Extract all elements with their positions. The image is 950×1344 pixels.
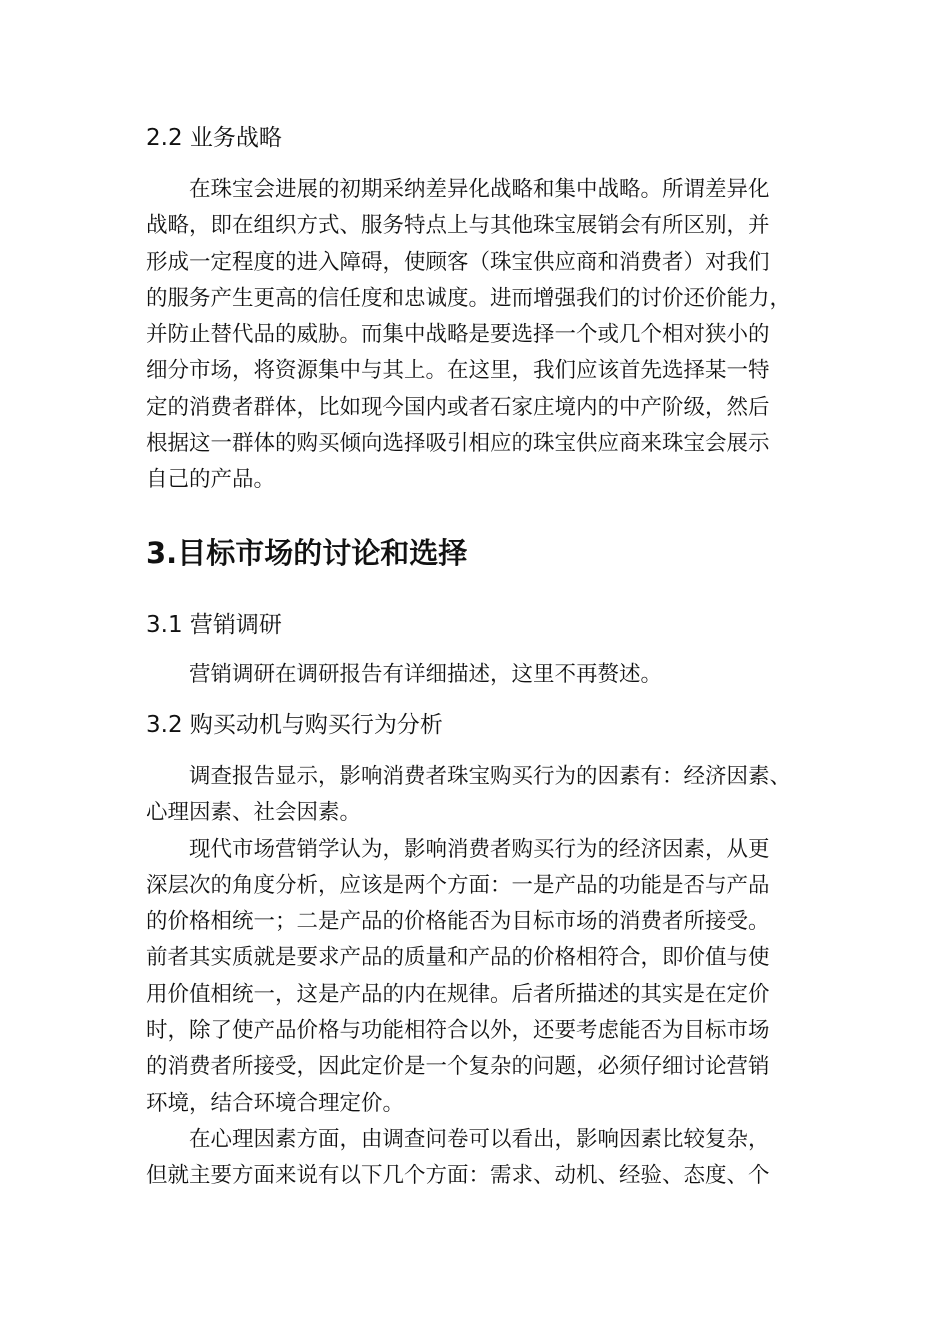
text-line: 营销调研在调研报告有详细描述，这里不再赘述。 xyxy=(189,661,663,687)
text-line: 时，除了使产品价格与功能相符合以外，还要考虑能否为目标市场 xyxy=(146,1018,770,1044)
paragraph-marketing-research xyxy=(146,657,816,693)
paragraph-influencing-factors xyxy=(146,759,816,832)
text-line: 细分市场，将资源集中与其上。在这里，我们应该首先选择某一特 xyxy=(146,358,770,384)
text-line: 并防止替代品的威胁。而集中战略是要选择一个或几个相对狭小的 xyxy=(146,322,770,348)
paragraph-business-strategy xyxy=(146,172,816,499)
text-line: 环境，结合环境合理定价。 xyxy=(146,1090,405,1116)
section-heading-2-2: 2.2 业务战略 xyxy=(146,125,282,151)
text-line: 的价格相统一；二是产品的价格能否为目标市场的消费者所接受。 xyxy=(146,909,770,935)
document-body xyxy=(146,118,816,1195)
section-heading-3-1: 3.1 营销调研 xyxy=(146,611,282,638)
paragraph-economic-factors xyxy=(146,832,816,1122)
text-line: 的服务产生更高的信任度和忠诚度。进而增强我们的讨价还价能力， xyxy=(146,285,792,311)
text-line: 自己的产品。 xyxy=(146,467,276,493)
text-line: 战略，即在组织方式、服务特点上与其他珠宝展销会有所区别，并 xyxy=(146,213,770,239)
text-line: 前者其实质就是要求产品的质量和产品的价格相符合，即价值与使 xyxy=(146,945,770,971)
text-line: 用价值相统一，这是产品的内在规律。后者所描述的其实是在定价 xyxy=(146,981,770,1007)
text-line: 的消费者所接受，因此定价是一个复杂的问题，必须仔细讨论营销 xyxy=(146,1054,770,1080)
text-line: 在珠宝会进展的初期采纳差异化战略和集中战略。所谓差异化 xyxy=(189,177,770,202)
text-line: 在心理因素方面，由调查问卷可以看出，影响因素比较复杂， xyxy=(189,1126,770,1152)
text-line: 形成一定程度的进入障碍，使顾客（珠宝供应商和消费者）对我们 xyxy=(146,249,770,275)
chapter-heading-3: 3.目标市场的讨论和选择 xyxy=(146,535,468,570)
section-heading-3-2: 3.2 购买动机与购买行为分析 xyxy=(146,711,443,738)
text-line: 但就主要方面来说有以下几个方面：需求、动机、经验、态度、个 xyxy=(146,1163,770,1189)
text-line: 定的消费者群体，比如现今国内或者石家庄境内的中产阶级，然后 xyxy=(146,394,770,420)
text-line: 调查报告显示，影响消费者珠宝购买行为的因素有：经济因素、 xyxy=(189,763,792,789)
text-line: 根据这一群体的购买倾向选择吸引相应的珠宝供应商来珠宝会展示 xyxy=(146,431,770,457)
text-line: 深层次的角度分析，应该是两个方面：一是产品的功能是否与产品 xyxy=(146,872,770,898)
text-line: 心理因素、社会因素。 xyxy=(146,800,362,826)
paragraph-psychological-factors xyxy=(146,1122,816,1195)
text-line: 现代市场营销学认为，影响消费者购买行为的经济因素，从更 xyxy=(189,836,770,862)
